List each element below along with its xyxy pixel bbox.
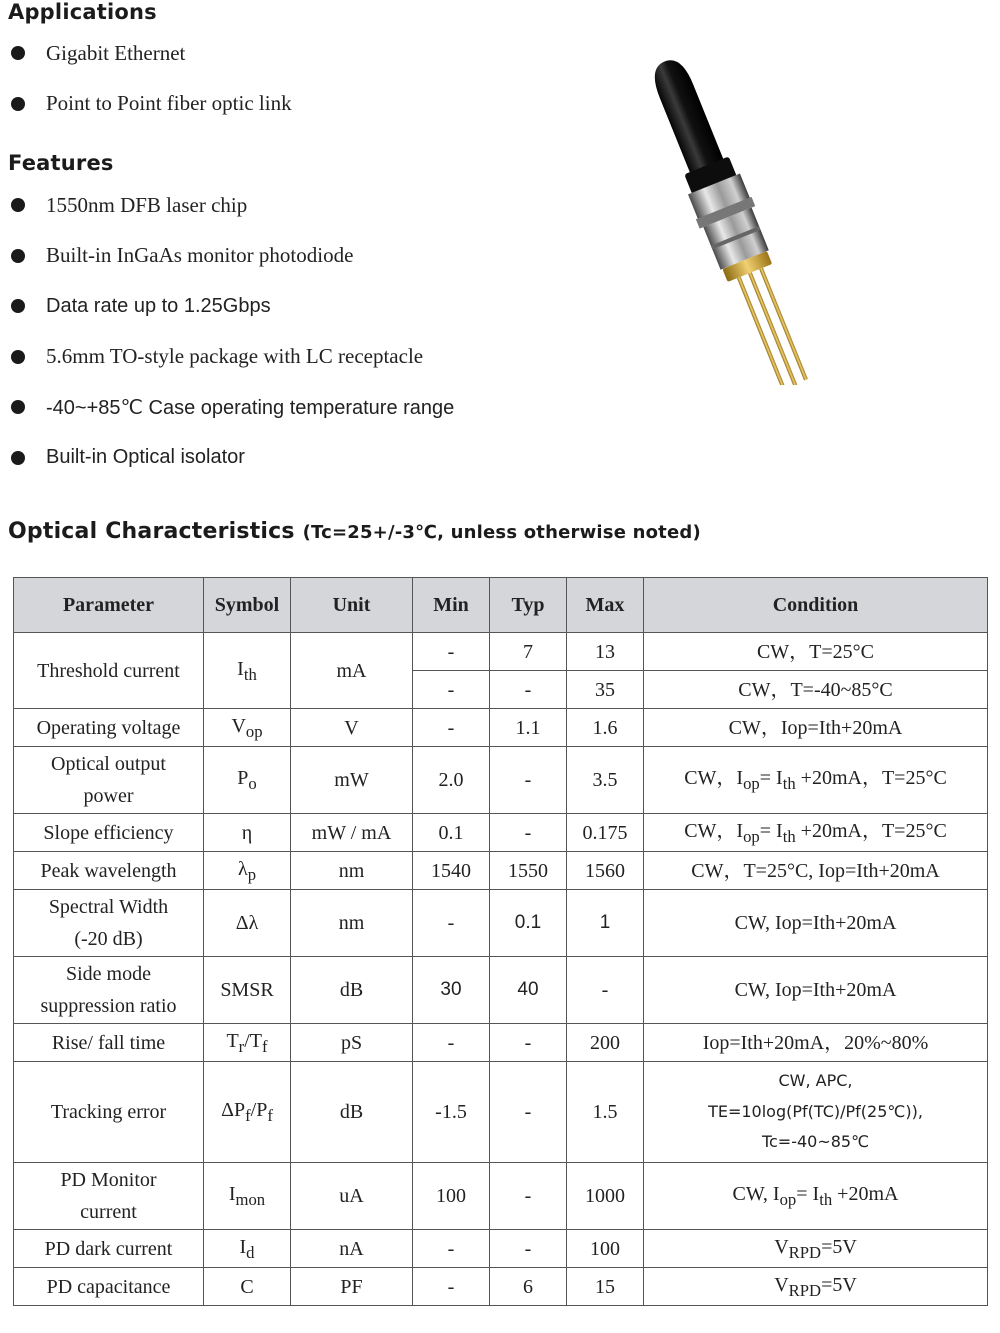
parameter-line-1: PD Monitor (60, 1169, 157, 1191)
table-row (14, 709, 988, 747)
cell-min: 0.1 (413, 814, 490, 852)
symbol-text: T (226, 1029, 239, 1052)
table-row (14, 1230, 988, 1268)
cond-sub: op (743, 826, 760, 846)
symbol-text: V (231, 714, 246, 737)
header-parameter: Parameter (14, 578, 204, 633)
symbol-sub: f (267, 1106, 273, 1126)
list-item (0, 79, 292, 130)
table-row (14, 1163, 988, 1230)
cell-symbol: Δλ (204, 890, 291, 957)
cell-parameter: PD capacitance (14, 1268, 204, 1306)
cell-typ: 40 (490, 957, 567, 1024)
cell-condition: CW，T=25°C (644, 633, 988, 671)
list-item (0, 180, 454, 231)
table-row (14, 1268, 988, 1306)
optical-characteristics-heading (8, 519, 701, 544)
cell-unit: nm (291, 890, 413, 957)
cond-text: V (774, 1235, 789, 1258)
cell-min: - (413, 633, 490, 671)
symbol-sub: o (248, 774, 257, 794)
cond-sub: RPD (788, 1280, 822, 1300)
symbol-text: /P (250, 1099, 268, 1122)
cell-max: 15 (567, 1268, 644, 1306)
list-item (0, 332, 454, 383)
cell-max: 100 (567, 1230, 644, 1268)
laser-module-product-image (640, 35, 900, 385)
parameter-line-2: current (80, 1201, 137, 1223)
feature-text: Data rate up to 1.25Gbps (46, 294, 271, 317)
bullet-icon (11, 451, 25, 465)
cell-max: 1.6 (567, 709, 644, 747)
header-typ: Typ (490, 578, 567, 633)
table-row (14, 747, 988, 814)
cell-parameter (14, 890, 204, 957)
cell-symbol: C (204, 1268, 291, 1306)
cell-condition: CW，T=25°C, Iop=Ith+20mA (644, 852, 988, 890)
cond-text: CW, I (732, 1183, 780, 1206)
application-text: Gigabit Ethernet (46, 40, 186, 65)
header-max: Max (567, 578, 644, 633)
cell-typ: - (490, 1163, 567, 1230)
symbol-sub: op (245, 721, 263, 741)
cell-typ: - (490, 1062, 567, 1163)
cell-symbol (204, 633, 291, 709)
cond-sub: op (779, 1190, 797, 1210)
optical-characteristics-table (13, 577, 988, 1306)
cell-unit: PF (291, 1268, 413, 1306)
cell-typ: - (490, 671, 567, 709)
cell-unit: nA (291, 1230, 413, 1268)
bullet-icon (11, 46, 25, 60)
symbol-sub: d (246, 1242, 255, 1262)
cell-min: 100 (413, 1163, 490, 1230)
table-row (14, 852, 988, 890)
cell-condition (644, 747, 988, 814)
list-item (0, 382, 454, 433)
symbol-sub: mon (235, 1190, 266, 1210)
table-row (14, 633, 988, 671)
table-row (14, 1062, 988, 1163)
cell-unit: mA (291, 633, 413, 709)
table-header-row (14, 578, 988, 633)
table-row (14, 957, 988, 1024)
cond-text: +20mA，T=25°C (795, 819, 947, 842)
symbol-text: λ (237, 857, 248, 880)
cell-max: 1 (567, 890, 644, 957)
list-item (0, 433, 454, 484)
cell-unit: mW / mA (291, 814, 413, 852)
cell-typ: 0.1 (490, 890, 567, 957)
parameter-line-2: suppression ratio (40, 995, 177, 1017)
cell-condition: Iop=Ith+20mA，20%~80% (644, 1024, 988, 1062)
cell-max: 1000 (567, 1163, 644, 1230)
features-list (0, 180, 454, 483)
cell-min: - (413, 1230, 490, 1268)
symbol-sub: th (243, 664, 257, 684)
cell-max: 0.175 (567, 814, 644, 852)
header-unit: Unit (291, 578, 413, 633)
feature-text: Built-in InGaAs monitor photodiode (46, 243, 354, 268)
symbol-text: I (228, 1183, 236, 1206)
header-min: Min (413, 578, 490, 633)
cond-text: = I (759, 819, 783, 842)
bullet-icon (11, 97, 25, 111)
cond-line-2: TE=10log(Pf(TC)/Pf(25℃)), (708, 1101, 923, 1121)
cell-condition (644, 1230, 988, 1268)
bullet-icon (11, 400, 25, 414)
cond-sub: th (782, 774, 796, 794)
feature-text: -40~+85℃ Case operating temperature range (46, 396, 455, 419)
cell-unit: dB (291, 957, 413, 1024)
cell-min: - (413, 709, 490, 747)
cell-min: - (413, 671, 490, 709)
cell-max: 13 (567, 633, 644, 671)
cell-typ: 1550 (490, 852, 567, 890)
cond-text: V (774, 1273, 789, 1296)
cell-unit: dB (291, 1062, 413, 1163)
cond-text: CW，I (684, 767, 744, 790)
table-row (14, 890, 988, 957)
cell-min: -1.5 (413, 1062, 490, 1163)
parameter-line-1: Spectral Width (48, 896, 169, 918)
cell-max: 1.5 (567, 1062, 644, 1163)
parameter-line-2: (-20 dB) (74, 928, 143, 950)
parameter-line-2: power (83, 785, 134, 807)
cell-typ: - (490, 1230, 567, 1268)
optical-heading-title: Optical Characteristics (8, 519, 295, 544)
bullet-icon (11, 299, 25, 313)
cell-parameter: Rise/ fall time (14, 1024, 204, 1062)
cell-typ: 7 (490, 633, 567, 671)
cell-parameter: PD dark current (14, 1230, 204, 1268)
cell-max: - (567, 957, 644, 1024)
parameter-line-1: Optical output (51, 753, 166, 775)
cell-min: 1540 (413, 852, 490, 890)
cell-typ: - (490, 814, 567, 852)
cell-parameter: Threshold current (14, 633, 204, 709)
cell-symbol (204, 852, 291, 890)
cell-unit: mW (291, 747, 413, 814)
cond-text: CW，I (684, 819, 744, 842)
feature-text: 1550nm DFB laser chip (46, 192, 248, 217)
cell-unit: V (291, 709, 413, 747)
cell-condition (644, 1062, 988, 1163)
cond-sub: op (743, 774, 760, 794)
cond-text: =5V (821, 1273, 857, 1296)
cell-unit: nm (291, 852, 413, 890)
application-text: Point to Point fiber optic link (46, 91, 292, 116)
cell-typ: - (490, 1024, 567, 1062)
symbol-sub: p (247, 864, 257, 884)
cell-symbol (204, 709, 291, 747)
cell-symbol (204, 1230, 291, 1268)
cell-unit: pS (291, 1024, 413, 1062)
list-item (0, 231, 454, 282)
cell-parameter: Slope efficiency (14, 814, 204, 852)
cond-sub: th (819, 1190, 833, 1210)
list-item (0, 28, 292, 79)
symbol-sub: r (238, 1036, 245, 1056)
header-condition: Condition (644, 578, 988, 633)
cell-condition: CW, Iop=Ith+20mA (644, 890, 988, 957)
cell-condition: CW，Iop=Ith+20mA (644, 709, 988, 747)
features-heading: Features (8, 151, 114, 175)
cell-min: - (413, 1024, 490, 1062)
cond-line-3: Tc=-40~85℃ (761, 1132, 870, 1152)
cell-parameter: Tracking error (14, 1062, 204, 1163)
cell-min: 30 (413, 957, 490, 1024)
cell-condition (644, 1268, 988, 1306)
optical-heading-condition: (Tc=25+/-3℃, unless otherwise noted) (302, 522, 701, 543)
cell-parameter (14, 957, 204, 1024)
cell-min: - (413, 890, 490, 957)
cell-symbol: SMSR (204, 957, 291, 1024)
cond-sub: RPD (788, 1242, 822, 1262)
bullet-icon (11, 249, 25, 263)
list-item (0, 281, 454, 332)
cell-unit: uA (291, 1163, 413, 1230)
bullet-icon (11, 198, 25, 212)
cell-max: 3.5 (567, 747, 644, 814)
symbol-text: I (239, 1235, 247, 1258)
symbol-sub: f (262, 1036, 268, 1056)
cell-max: 35 (567, 671, 644, 709)
parameter-line-1: Side mode (66, 963, 151, 985)
symbol-text: /T (244, 1029, 262, 1052)
symbol-text: I (237, 657, 244, 680)
cond-text: = I (759, 767, 783, 790)
symbol-sub: f (245, 1106, 251, 1126)
bullet-icon (11, 350, 25, 364)
header-symbol: Symbol (204, 578, 291, 633)
cell-symbol (204, 1163, 291, 1230)
cell-condition (644, 1163, 988, 1230)
cell-symbol: η (204, 814, 291, 852)
applications-list (0, 28, 292, 129)
feature-text: Built-in Optical isolator (46, 446, 245, 469)
cell-min: - (413, 1268, 490, 1306)
symbol-text: ΔP (221, 1099, 246, 1122)
cond-text: +20mA (832, 1183, 899, 1206)
cond-line-1: CW, APC, (778, 1071, 853, 1091)
cell-parameter (14, 747, 204, 814)
cell-parameter: Operating voltage (14, 709, 204, 747)
cell-max: 200 (567, 1024, 644, 1062)
cond-text: +20mA，T=25°C (795, 767, 947, 790)
cell-max: 1560 (567, 852, 644, 890)
cell-symbol (204, 1024, 291, 1062)
cond-sub: th (782, 826, 796, 846)
table-row (14, 814, 988, 852)
cell-min: 2.0 (413, 747, 490, 814)
cell-condition: CW, Iop=Ith+20mA (644, 957, 988, 1024)
cell-typ: 6 (490, 1268, 567, 1306)
cond-text: =5V (821, 1235, 857, 1258)
cell-parameter: Peak wavelength (14, 852, 204, 890)
cell-condition: CW，T=-40~85°C (644, 671, 988, 709)
cell-parameter (14, 1163, 204, 1230)
table-row (14, 1024, 988, 1062)
feature-text: 5.6mm TO-style package with LC receptacle (46, 344, 424, 369)
cell-symbol (204, 1062, 291, 1163)
cond-text: = I (796, 1183, 820, 1206)
cell-condition (644, 814, 988, 852)
cell-typ: 1.1 (490, 709, 567, 747)
applications-heading: Applications (8, 0, 157, 24)
symbol-text: P (237, 767, 249, 790)
cell-symbol (204, 747, 291, 814)
cell-typ: - (490, 747, 567, 814)
